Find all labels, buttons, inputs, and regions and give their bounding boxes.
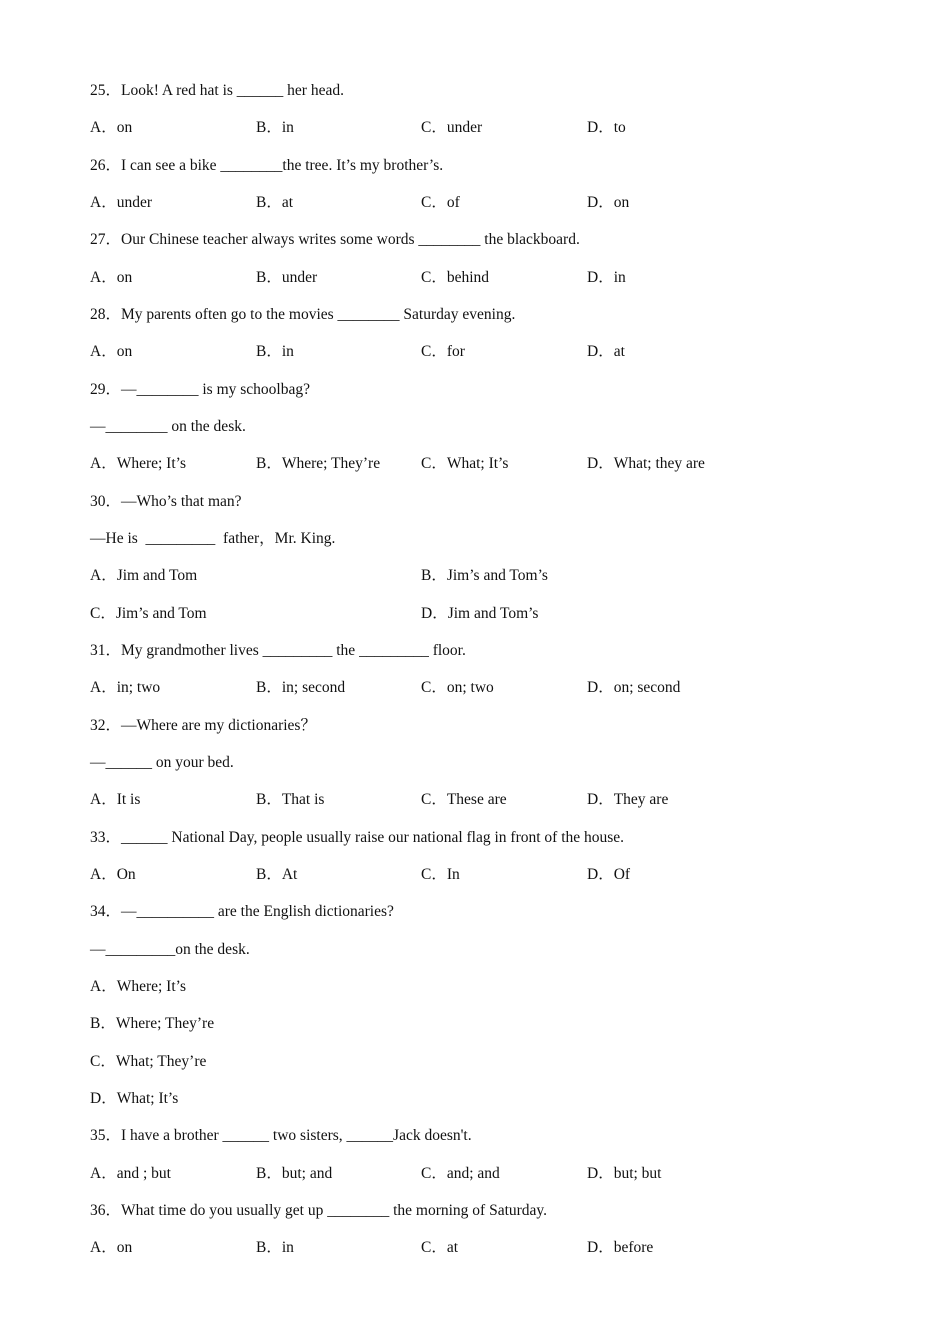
option-d: D．Jim and Tom’s xyxy=(421,605,539,622)
option-a: A．on xyxy=(90,1239,133,1256)
option-b: B．in xyxy=(256,1239,294,1256)
question-32: 32．—Where are my dictionaries？ xyxy=(90,717,316,734)
option-a: A．under xyxy=(90,194,152,211)
question-34-answer-line: —_________on the desk. xyxy=(90,941,250,958)
question-30: 30．—Who’s that man? xyxy=(90,493,242,510)
option-b: B．At xyxy=(256,866,298,883)
option-d: D．They are xyxy=(587,791,669,808)
option-d: D．at xyxy=(587,343,625,360)
question-28: 28．My parents often go to the movies ________ Saturday evening. xyxy=(90,306,516,323)
option-d: D．before xyxy=(587,1239,654,1256)
question-36: 36．What time do you usually get up ________ the morning of Saturday. xyxy=(90,1202,548,1219)
option-c: C．of xyxy=(421,194,460,211)
option-d: D．What; they are xyxy=(587,455,705,472)
option-c: C．and; and xyxy=(421,1165,500,1182)
question-32-answer-line: —______ on your bed. xyxy=(90,754,234,771)
option-b: B．Jim’s and Tom’s xyxy=(421,567,548,584)
question-31: 31．My grandmother lives _________ the _________ floor. xyxy=(90,642,466,659)
option-d: D．on; second xyxy=(587,679,681,696)
option-c: C．In xyxy=(421,866,460,883)
option-a: A．On xyxy=(90,866,136,883)
question-26: 26．I can see a bike ________the tree. It’s my brother’s. xyxy=(90,157,444,174)
option-a: A．in; two xyxy=(90,679,161,696)
option-b: B．That is xyxy=(256,791,325,808)
question-25: 25．Look! A red hat is ______ her head. xyxy=(90,82,344,99)
option-c: C．Jim’s and Tom xyxy=(90,605,207,622)
option-a: A．on xyxy=(90,119,133,136)
option-b: B．under xyxy=(256,269,318,286)
option-a: A．Jim and Tom xyxy=(90,567,198,584)
option-c: C．What; They’re xyxy=(90,1053,207,1070)
option-c: C．on; two xyxy=(421,679,494,696)
option-b: B．in; second xyxy=(256,679,346,696)
option-b: B．but; and xyxy=(256,1165,333,1182)
question-29-answer-line: —________ on the desk. xyxy=(90,418,246,435)
option-c: C．These are xyxy=(421,791,507,808)
option-b: B．Where; They’re xyxy=(256,455,381,472)
option-a: A．on xyxy=(90,343,133,360)
option-d: D．to xyxy=(587,119,626,136)
option-a: A．on xyxy=(90,269,133,286)
question-35: 35．I have a brother ______ two sisters, ______Jack doesn't. xyxy=(90,1127,472,1144)
option-a: A．Where; It’s xyxy=(90,455,186,472)
question-30-answer-line: —He is _________ father，Mr. King. xyxy=(90,530,336,547)
option-d: D．Of xyxy=(587,866,631,883)
option-c: C．What; It’s xyxy=(421,455,509,472)
option-a: A．and ; but xyxy=(90,1165,171,1182)
option-b: B．at xyxy=(256,194,294,211)
option-b: B．in xyxy=(256,119,294,136)
option-d: D．in xyxy=(587,269,626,286)
option-a: A．Where; It’s xyxy=(90,978,186,995)
option-c: C．at xyxy=(421,1239,459,1256)
question-33: 33．______ National Day, people usually raise our national flag in front of the house. xyxy=(90,829,625,846)
option-c: C．for xyxy=(421,343,465,360)
question-29: 29．—________ is my schoolbag? xyxy=(90,381,310,398)
question-34: 34．—__________ are the English dictionaries? xyxy=(90,903,394,920)
option-b: B．in xyxy=(256,343,294,360)
option-d: D．What; It’s xyxy=(90,1090,179,1107)
option-c: C．under xyxy=(421,119,483,136)
option-b: B．Where; They’re xyxy=(90,1015,215,1032)
option-d: D．but; but xyxy=(587,1165,662,1182)
option-a: A．It is xyxy=(90,791,141,808)
question-27: 27．Our Chinese teacher always writes some words ________ the blackboard. xyxy=(90,231,580,248)
option-d: D．on xyxy=(587,194,630,211)
option-c: C．behind xyxy=(421,269,490,286)
